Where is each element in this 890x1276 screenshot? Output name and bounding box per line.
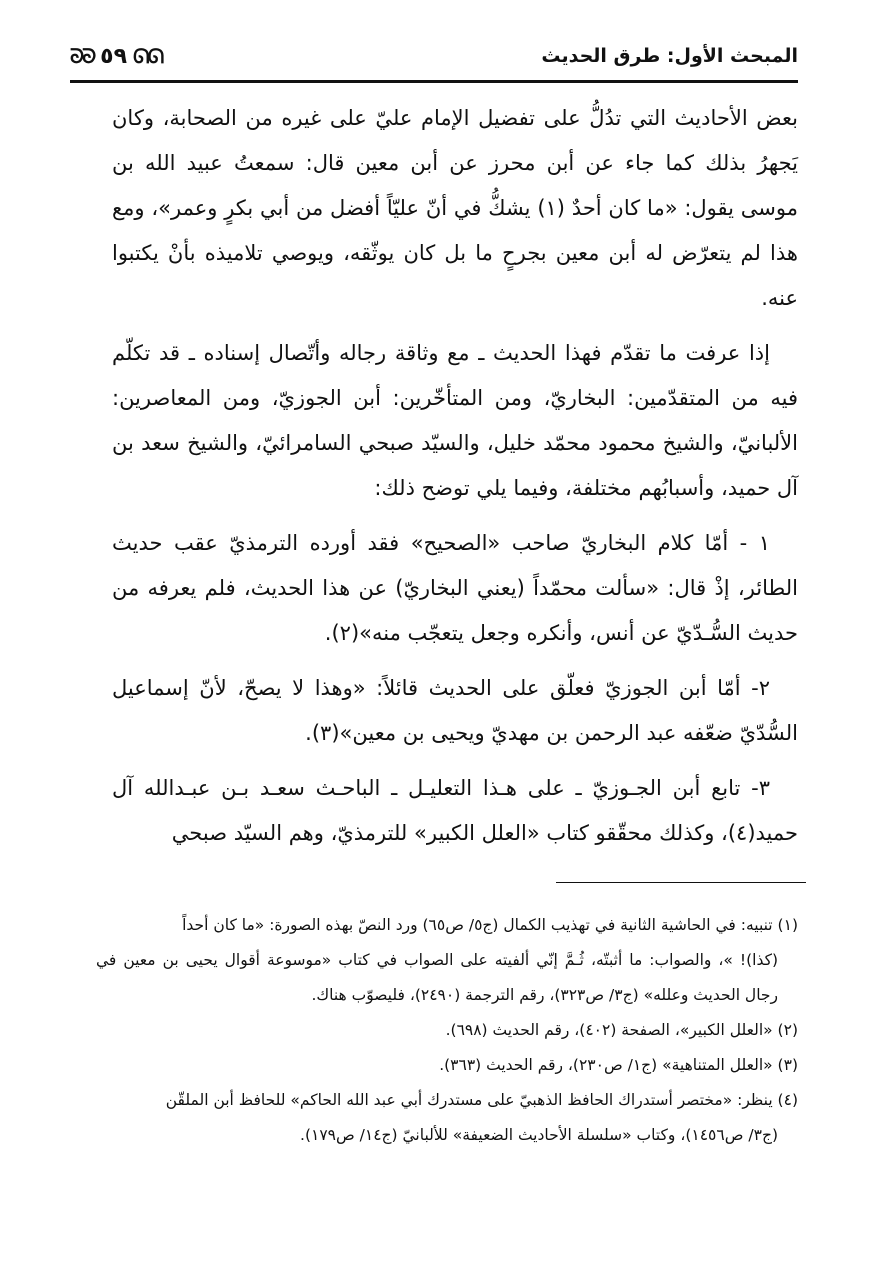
running-header [70,34,798,78]
ornament-left-icon: ᘐᘐ [70,44,95,68]
chapter-title: المبحث الأول: طرق الحديث [541,45,798,67]
footnote-1: (١) تنبيه: في الحاشية الثانية في تهذيب الكمال (ج٥/ ص٦٥) ورد النصّ بهذه الصورة: «ما كان أحداً [182,916,798,934]
page-number: ٥٩ [100,43,128,69]
ornament-right-icon: ᘏᘏ [133,44,163,68]
footnote-4-continued: (ج٣/ ص١٤٥٦)، وكتاب «سلسلة الأحاديث الضعيفة» للألبانيّ (ج١٤/ ص١٧٩). [300,1126,778,1144]
footnote-4: (٤) ينظر: «مختصر أستدراك الحافظ الذهبيّ على مستدرك أبي عبد الله الحاكم» للحافظ أبن الملقّن [165,1091,798,1109]
paragraph: ١ - أمّا كلام البخاريّ صاحب «الصحيح» فقد أورده الترمذيّ عقب حديث الطائر، إذْ قال: «سألت محمّداً (يعني البخاريّ) عن هذا الحديث، فلم يعرفه من حديث السُّـدّيّ عن أنس، وأنكره وجعل يتعجّب منه»(٢). [112,531,798,645]
footnote-divider [556,882,806,883]
footnotes [96,908,798,1153]
paragraph: إذا عرفت ما تقدّم فهذا الحديث ـ مع وثاقة رجاله وأتّصال إسناده ـ قد تكلّم فيه من المتقدّمين: البخاريّ، ومن المتأخّرين: أبن الجوزيّ، ومن المعاصرين: الألبانيّ، والشيخ محمود محمّد خليل، والسيّد صبحي السامرائيّ، والشيخ سعد بن آل حميد، وأسبابُهم مختلفة، وفيما يلي توضح ذلك: [112,341,798,500]
page-number-block [70,44,162,69]
footnote-1-continued: (كذا)! »، والصواب: ما أثبتّه، ثُـمَّ إنّي ألفيته على الصواب في كتاب «موسوعة أقوال يحيى بن معين في رجال الحديث وعلله» (ج٣/ ص٣٢٣)، رقم الترجمة (٢٤٩٠)، فليصوّب هناك. [96,951,778,1004]
footnote-3: (٣) «العلل المتناهية» (ج١/ ص٢٣٠)، رقم الحديث (٣٦٣). [439,1056,798,1074]
paragraph: ٣- تابع أبن الجـوزيّ ـ على هـذا التعليـل ـ الباحـث سعـد بـن عبـدالله آل حميد(٤)، وكذلك محقّقو كتاب «العلل الكبير» للترمذيّ، وهم السيّد صبحي [112,776,798,845]
paragraph: ٢- أمّا أبن الجوزيّ فعلّق على الحديث قائلاً: «وهذا لا يصحّ، لأنّ إسماعيل السُّدّيّ ضعّفه عبد الرحمن بن مهديّ ويحيى بن معين»(٣). [112,676,798,745]
main-text [112,96,798,866]
paragraph: بعض الأحاديث التي تدُلُّ على تفضيل الإمام عليّ على غيره من الصحابة، وكان يَجهرُ بذلك كما جاء عن أبن محرز عن أبن معين قال: سمعتُ عبيد الله بن موسى يقول: «ما كان أحدٌ (١) يشكُّ في أنّ عليّاً أفضل من أبي بكرٍ وعمر»، ومع هذا لم يتعرّض له أبن معين بجرحٍ ما بل كان يوثّقه، ويوصي تلاميذه بأنْ يكتبوا عنه. [112,106,798,310]
footnote-2: (٢) «العلل الكبير»، الصفحة (٤٠٢)، رقم الحديث (٦٩٨). [445,1021,798,1039]
header-divider [70,80,798,83]
